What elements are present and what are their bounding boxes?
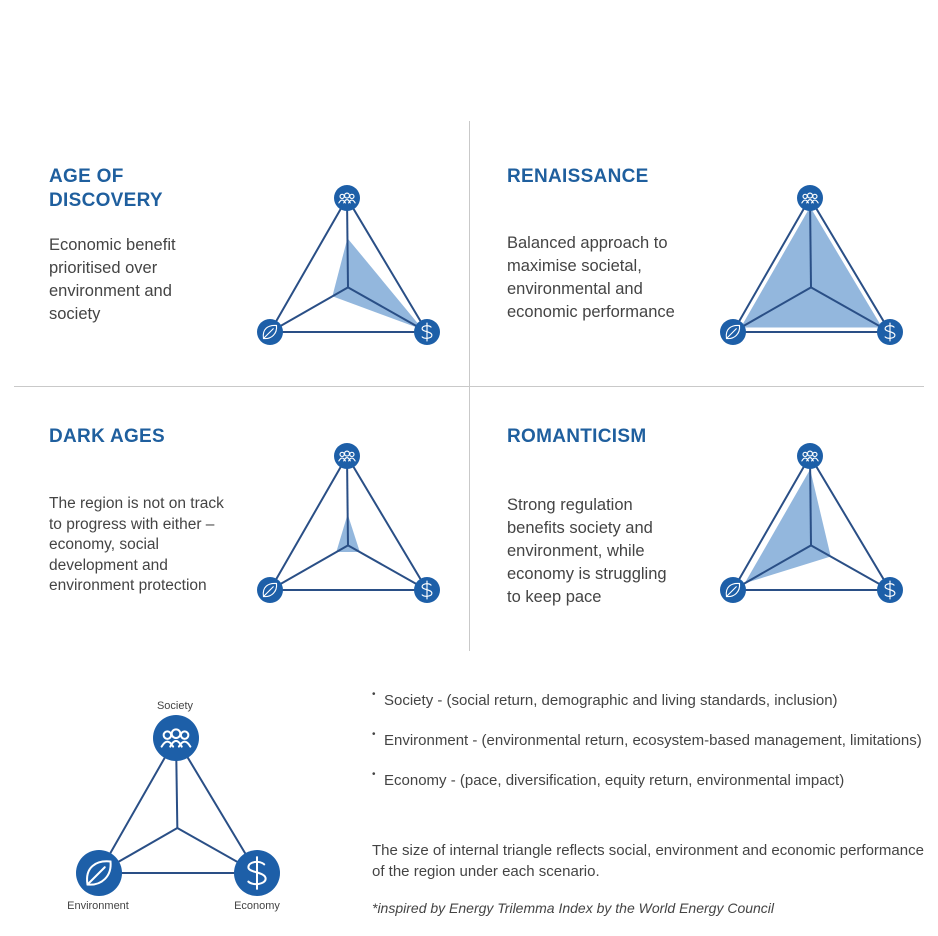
trilemma-triangle [713, 438, 913, 608]
axis-society [347, 456, 348, 545]
bullet-icon: • [372, 729, 376, 740]
legend-item-text: Environment - (environmental return, ecosystem-based management, limitations) [384, 732, 922, 749]
axis-society [810, 456, 811, 545]
list-item [372, 770, 932, 791]
trilemma-triangle [250, 180, 450, 350]
legend-note: The size of internal triangle reflects social, environment and economic performance of the region under each scenario. [372, 842, 924, 880]
quadrant-title: AGE OF DISCOVERY [49, 166, 163, 211]
quadrant-title: ROMANTICISM [507, 426, 647, 447]
legend-environment-label: Environment [67, 900, 129, 912]
legend-society-label: Society [156, 700, 194, 712]
quadrant-description: The region is not on track to progress with either – economy, social development and environment protection [49, 495, 224, 594]
horizontal-divider [14, 386, 924, 387]
trilemma-triangle [250, 438, 450, 608]
bullet-icon: • [372, 689, 376, 700]
legend-list [372, 690, 932, 810]
legend-triangle [66, 708, 296, 903]
performance-area [745, 469, 831, 583]
legend-credit: *inspired by Energy Trilemma Index by the World Energy Council [372, 900, 775, 916]
quadrant-description: Balanced approach to maximise societal, environmental and economic performance [507, 234, 675, 321]
legend-item-text: Economy - (pace, diversification, equity return, environmental impact) [384, 772, 845, 789]
list-item [372, 690, 932, 711]
list-item [372, 730, 932, 751]
bullet-icon: • [372, 769, 376, 780]
legend-item-text: Society - (social return, demographic and living standards, inclusion) [384, 692, 838, 709]
quadrant-description: Economic benefit prioritised over environment and society [49, 236, 176, 323]
axis-society [347, 198, 348, 287]
axis-economy [348, 545, 427, 590]
legend-economy-label: Economy [234, 900, 280, 912]
quadrant-description: Strong regulation benefits society and environment, while economy is struggling to keep pace [507, 496, 667, 606]
quadrant-title: RENAISSANCE [507, 166, 649, 187]
axis-society [810, 198, 811, 287]
trilemma-triangle [713, 180, 913, 350]
performance-area [332, 238, 423, 330]
axis-economy [811, 545, 890, 590]
quadrant-title: DARK AGES [49, 426, 166, 447]
